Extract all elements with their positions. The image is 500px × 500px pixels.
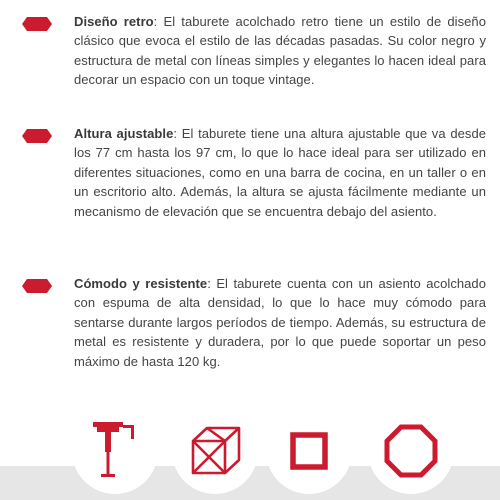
- hexagon-bullet-icon: [22, 17, 52, 31]
- feature-body: : El taburete tiene una altura ajustable que va desde los 77 cm hasta los 97 cm, lo que lo hace ideal para ser utilizado en diferentes situaciones, como en una barra de cocina, en un taller o en un escritorio alto. Además, la altura se ajusta fácilmente mediante un mecanismo de elevación que se encuentra debajo del asiento.: [74, 126, 487, 219]
- feature-item-adjustable-height: [22, 124, 486, 221]
- hexagon-bullet-icon: [22, 279, 52, 293]
- feature-item-retro-design: [22, 12, 486, 90]
- feature-title: Diseño retro: [74, 14, 154, 29]
- hexagon-bullet-icon: [22, 129, 52, 143]
- feature-text: [74, 124, 486, 221]
- stool-icon: [85, 418, 145, 484]
- feature-body: : El taburete cuenta con un asiento acolchado con espuma de alta densidad, lo que lo hace muy cómodo para sentarse durante largos períodos de tiempo. Además, su estructura de metal es resistente y duradera, por lo que puede soportar un peso máximo de hasta 120 kg.: [74, 276, 486, 369]
- feature-text: [74, 274, 486, 371]
- feature-title: Cómodo y resistente: [74, 276, 208, 291]
- square-icon: [281, 423, 337, 479]
- octagon-icon-badge: [368, 408, 454, 494]
- feature-text: [74, 12, 486, 90]
- octagon-icon: [381, 421, 441, 481]
- stool-icon-badge: [72, 408, 158, 494]
- feature-item-comfortable-resistant: [22, 274, 486, 371]
- feature-title: Altura ajustable: [74, 126, 174, 141]
- cube-icon: [187, 423, 243, 479]
- square-icon-badge: [266, 408, 352, 494]
- cube-icon-badge: [172, 408, 258, 494]
- feature-body: : El taburete acolchado retro tiene un estilo de diseño clásico que evoca el estilo de las décadas pasadas. Su color negro y estructura de metal con líneas simples y elegantes lo hacen ideal para decorar un espacio con un toque vintage.: [74, 14, 486, 88]
